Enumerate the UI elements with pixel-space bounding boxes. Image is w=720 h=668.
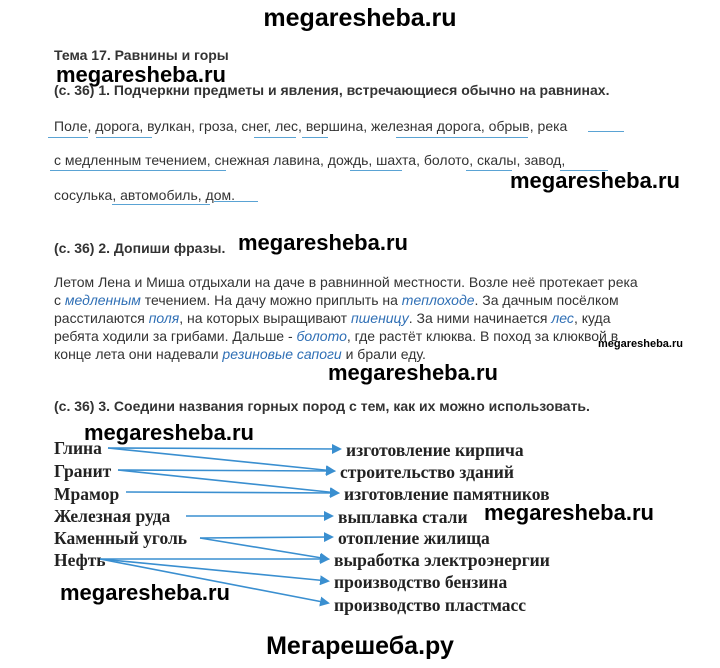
rock-granit: Гранит <box>54 461 112 481</box>
task2-line-1: Летом Лена и Миша отдыхали на даче в равнинной местности. Возле неё протекает река <box>54 274 638 290</box>
watermark: megaresheba.ru <box>484 500 654 525</box>
watermark-bottom: Мегарешеба.ру <box>266 632 454 660</box>
task2-line-2: с медленным течением. На дачу можно приплыть на теплоходе. За дачным посёлком <box>54 292 619 308</box>
task1-line-2: с медленным течением, снежная лавина, дождь, шахта, болото, скалы, завод, <box>54 152 566 168</box>
task2-header: (с. 36) 2. Допиши фразы. <box>54 240 226 256</box>
task2-line-5: конце лета они надевали резиновые сапоги и брали еду. <box>54 346 426 362</box>
use-steel: выплавка стали <box>338 507 468 527</box>
use-heating: отопление жилища <box>338 528 490 548</box>
use-electricity: выработка электроэнергии <box>334 550 550 570</box>
watermark: megaresheba.ru <box>56 62 226 87</box>
rock-oil: Нефть <box>54 550 106 570</box>
watermark: megaresheba.ru <box>598 338 683 350</box>
watermark-top: megaresheba.ru <box>263 4 457 32</box>
use-buildings: строительство зданий <box>340 462 514 482</box>
task1-header: (с. 36) 1. Подчеркни предметы и явления, встречающиеся обычно на равнинах. <box>54 82 610 98</box>
answer-sapogi: резиновые сапоги <box>222 346 342 362</box>
link-granit-monuments <box>118 470 338 493</box>
link-oil-gasoline <box>100 559 328 581</box>
link-granit-buildings <box>118 470 334 471</box>
rock-glina: Глина <box>54 438 102 458</box>
watermark: megaresheba.ru <box>238 230 408 255</box>
watermark: megaresheba.ru <box>328 360 498 385</box>
link-glina-buildings <box>108 448 334 471</box>
rock-coal: Каменный уголь <box>54 528 188 548</box>
answer-teplokhode: теплоходе <box>401 292 475 308</box>
topic-title: Тема 17. Равнины и горы <box>54 47 229 63</box>
link-coal-electricity <box>200 538 328 559</box>
use-bricks: изготовление кирпича <box>346 440 524 460</box>
watermark: megaresheba.ru <box>84 420 254 445</box>
task2-line-4: ребята ходили за грибами. Дальше - болото, где растёт клюква. В поход за клюквой в <box>54 328 619 344</box>
watermark: megaresheba.ru <box>60 580 230 605</box>
task3-header: (с. 36) 3. Соедини названия горных пород с тем, как их можно использовать. <box>54 398 590 414</box>
rock-iron-ore: Железная руда <box>54 506 171 526</box>
link-glina-bricks <box>108 448 340 449</box>
rock-mramor: Мрамор <box>54 484 120 504</box>
task2-line-3: расстилаются поля, на которых выращивают пшеницу. За ними начинается лес, куда <box>54 310 611 326</box>
answer-les: лес <box>551 310 574 326</box>
use-monuments: изготовление памятников <box>344 484 550 504</box>
task1-line-3: сосулька, автомобиль, дом. <box>54 187 236 203</box>
link-oil-plastics <box>100 559 328 603</box>
answer-pshenitsu: пшеницу <box>350 310 409 326</box>
answer-medlennym: медленным <box>64 292 141 308</box>
watermark: megaresheba.ru <box>510 168 680 193</box>
use-gasoline: производство бензина <box>334 572 508 592</box>
task1-line-1: Поле, дорога, вулкан, гроза, снег, лес, вершина, железная дорога, обрыв, река <box>54 118 568 134</box>
use-plastics: производство пластмасс <box>334 595 527 615</box>
answer-boloto: болото <box>296 328 347 344</box>
link-coal-heating <box>200 537 332 538</box>
answer-polya: поля <box>148 310 180 326</box>
link-mramor-monuments <box>126 492 338 493</box>
